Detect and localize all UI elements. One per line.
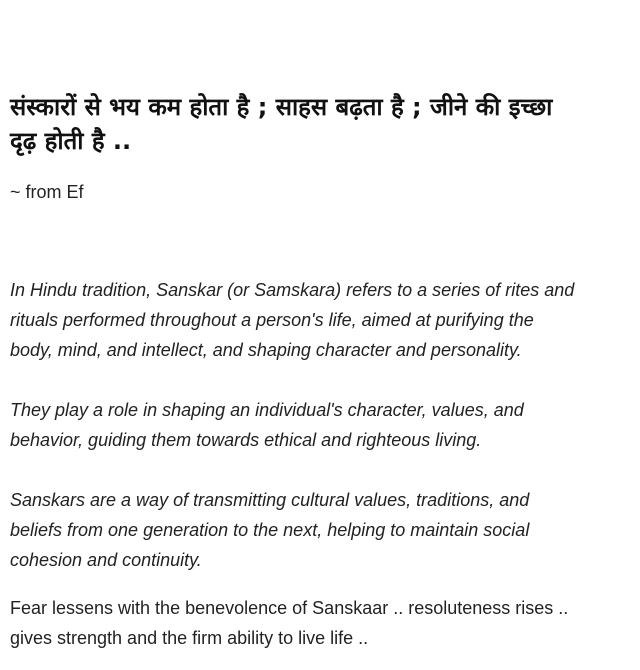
paragraph-sanskar-definition <box>10 275 640 365</box>
hindi-quote <box>10 90 635 158</box>
paragraph-line: They play a role in shaping an individual's character, values, and <box>10 400 524 420</box>
paragraph-line: In Hindu tradition, Sanskar (or Samskara) refers to a series of rites and <box>10 280 575 300</box>
hindi-quote-line-1: संस्कारों से भय कम होता है ; साहस बढ़ता है ; जीने की इच्छा <box>10 93 553 121</box>
paragraph-character-role <box>10 395 640 455</box>
paragraph-cultural-transmission <box>10 485 640 575</box>
english-translation <box>10 593 640 653</box>
translation-line: gives strength and the firm ability to live life .. <box>10 628 369 648</box>
paragraph-line: rituals performed throughout a person's life, aimed at purifying the <box>10 310 534 330</box>
paragraph-line: cohesion and continuity. <box>10 550 202 570</box>
translation-line: Fear lessens with the benevolence of Sanskaar .. resoluteness rises .. <box>10 598 569 618</box>
attribution: ~ from Ef <box>10 182 84 202</box>
paragraph-line: body, mind, and intellect, and shaping character and personality. <box>10 340 522 360</box>
hindi-quote-line-2: दृढ़ होती है .. <box>10 127 132 155</box>
paragraph-line: behavior, guiding them towards ethical and righteous living. <box>10 430 482 450</box>
paragraph-line: beliefs from one generation to the next, helping to maintain social <box>10 520 530 540</box>
paragraph-line: Sanskars are a way of transmitting cultural values, traditions, and <box>10 490 530 510</box>
